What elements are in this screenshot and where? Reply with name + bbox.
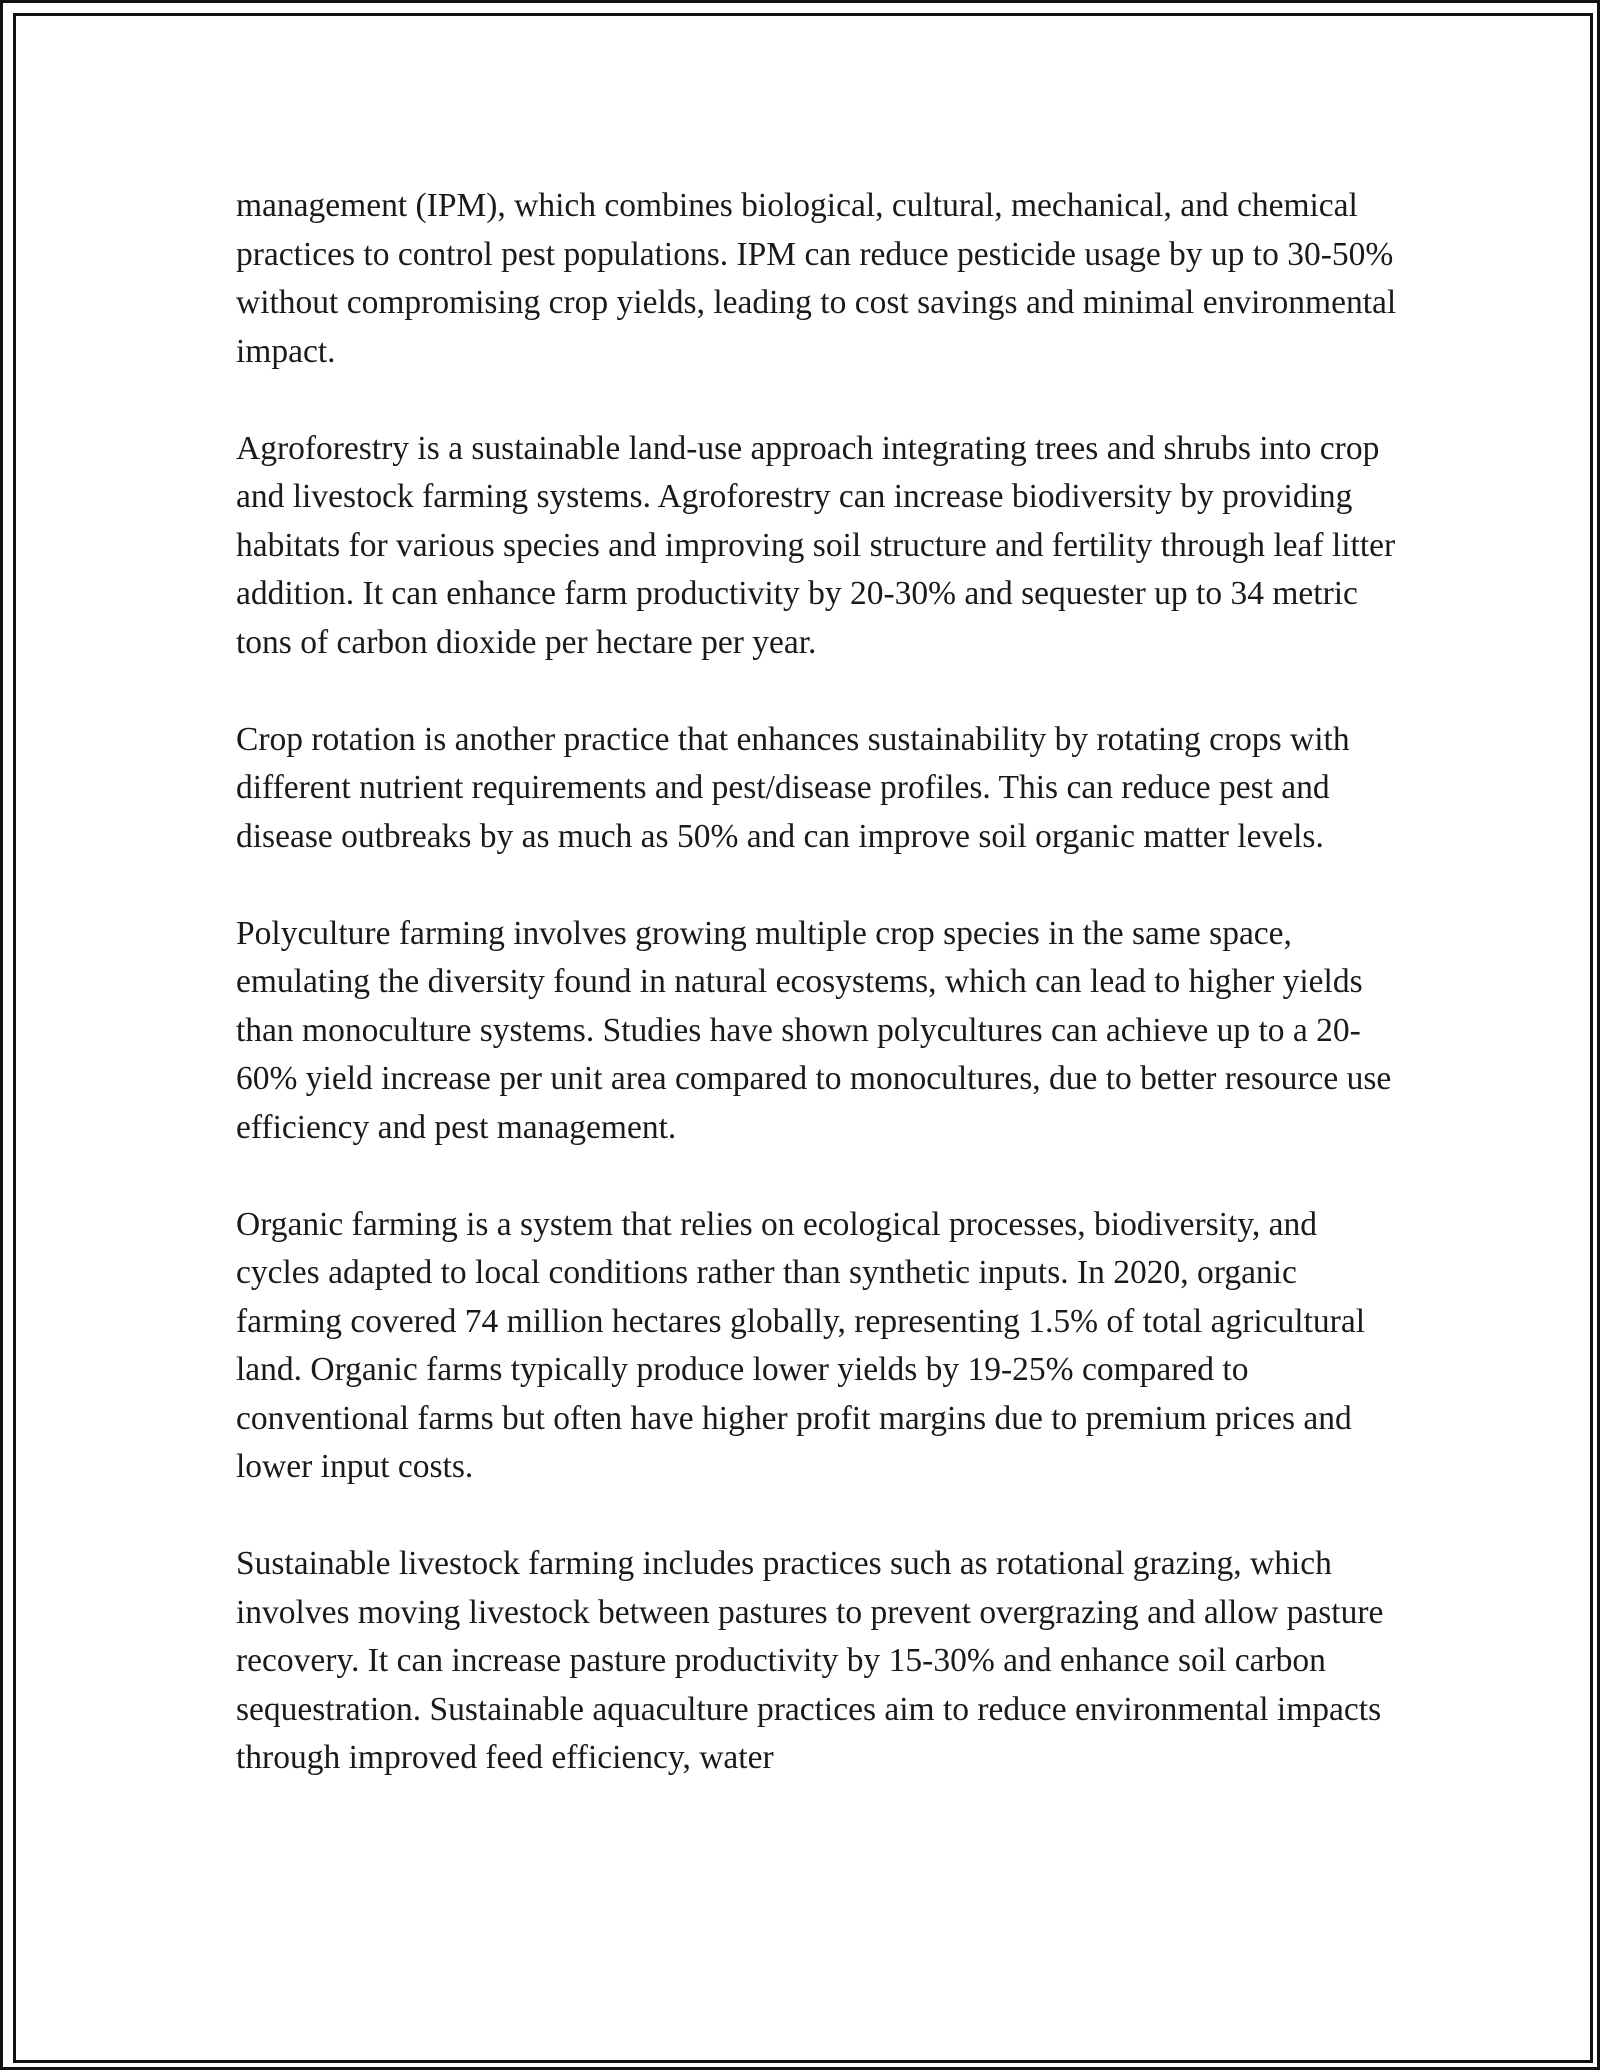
paragraph-agroforestry: Agroforestry is a sustainable land-use approach integrating trees and shrubs into crop and livestock farming systems. Agroforestry can increase biodiversity by providing habitats for various species and improving soil structure and fertility through leaf litter addition. It can enhance farm productivity by 20-30% and sequester up to 34 metric tons of carbon dioxide per hectare per year. <box>236 429 1396 661</box>
paragraph-sustainable-livestock: Sustainable livestock farming includes practices such as rotational grazing, which involves moving livestock between pastures to prevent overgrazing and allow pasture recovery. It can increase pasture productivity by 15-30% and enhance soil carbon sequestration. Sustainable aquaculture practices aim to reduce environmental impacts through improved feed efficiency, water <box>236 1545 1384 1776</box>
paragraph-polyculture: Polyculture farming involves growing multiple crop species in the same space, emulating the diversity found in natural ecosystems, which can lead to higher yields than monoculture systems. Studies have shown polycultures can achieve up to a 20-60% yield increase per unit area compared to monocultures, due to better resource use efficiency and pest management. <box>236 914 1392 1146</box>
document-body <box>236 182 1406 1783</box>
paragraph-crop-rotation: Crop rotation is another practice that enhances sustainability by rotating crops with different nutrient requirements and pest/disease profiles. This can reduce pest and disease outbreaks by as much as 50% and can improve soil organic matter levels. <box>236 720 1350 855</box>
paragraph-ipm: management (IPM), which combines biological, cultural, mechanical, and chemical practices to control pest populations. IPM can reduce pesticide usage by up to 30-50% without compromising crop yields, leading to cost savings and minimal environmental impact. <box>236 187 1397 370</box>
paragraph-organic-farming: Organic farming is a system that relies on ecological processes, biodiversity, and cycles adapted to local conditions rather than synthetic inputs. In 2020, organic farming covered 74 million hectares globally, representing 1.5% of total agricultural land. Organic farms typically produce lower yields by 19-25% compared to conventional farms but often have higher profit margins due to premium prices and lower input costs. <box>236 1205 1366 1485</box>
